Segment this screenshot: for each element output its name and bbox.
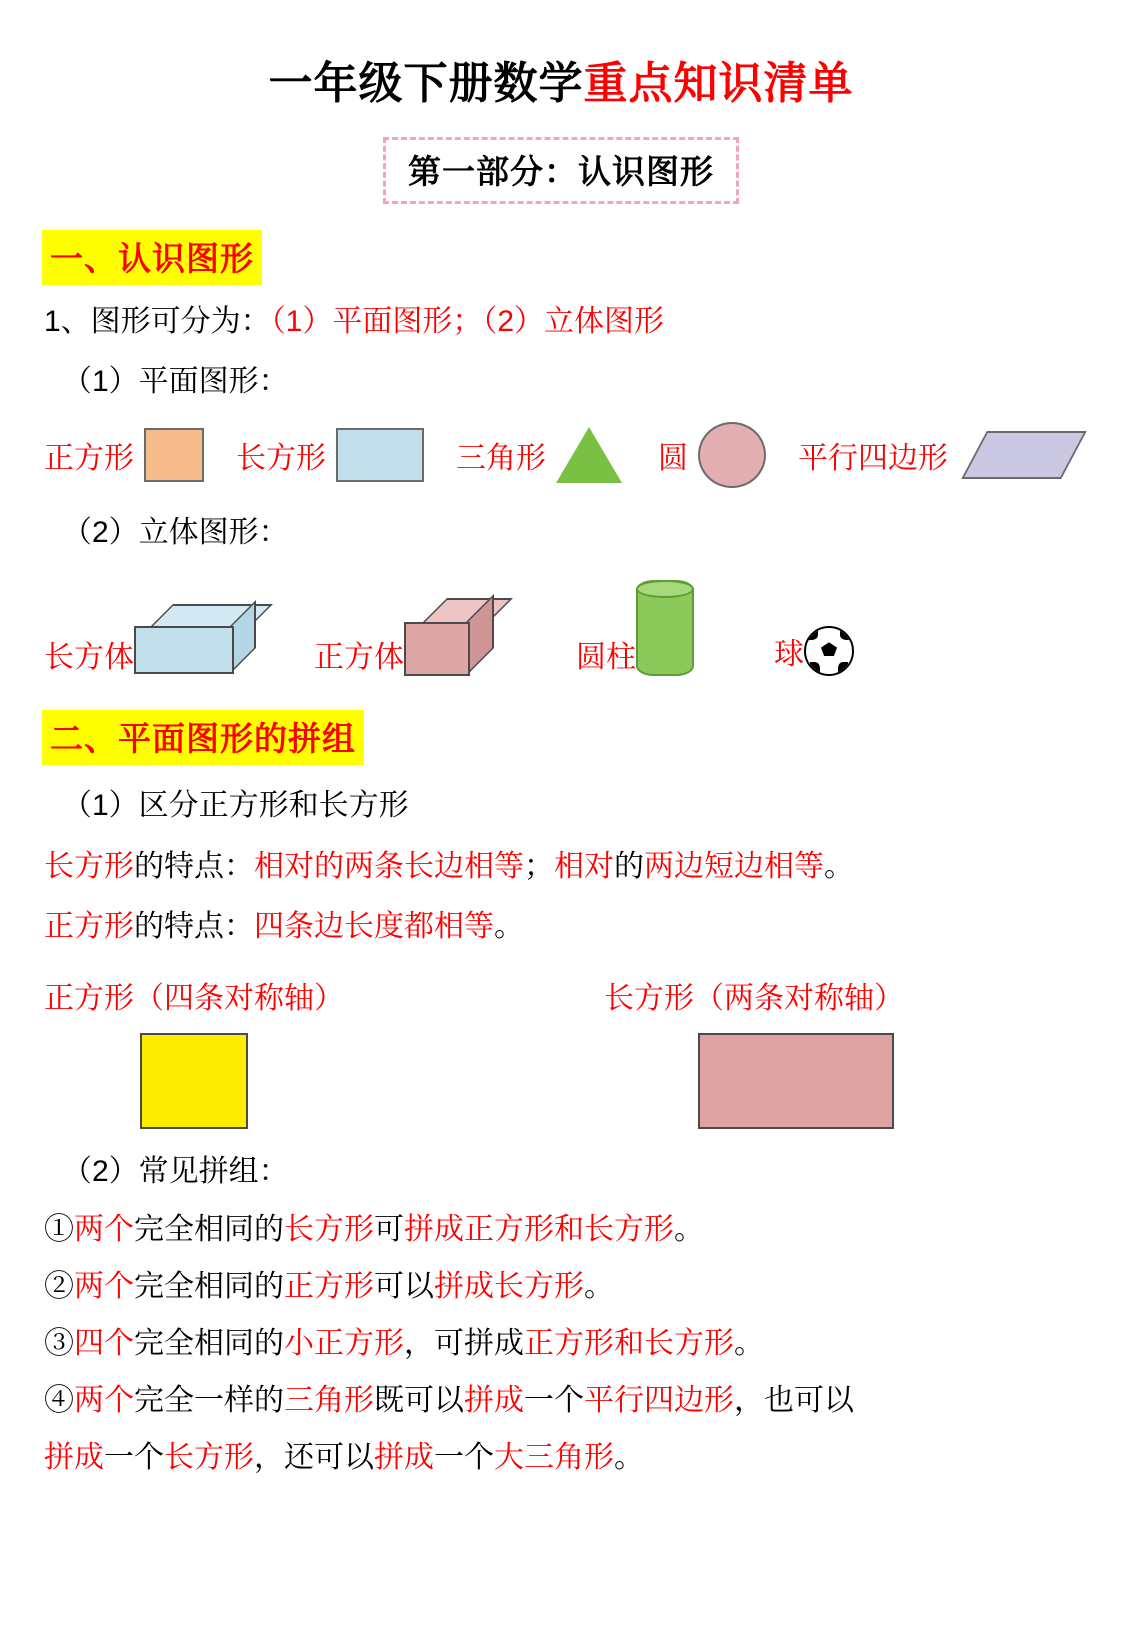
combination-item-text: ，还可以 [254, 1441, 374, 1475]
flat-shape-rectangle-label: 长方形 [236, 441, 326, 475]
combination-item-text: 大三角形 [494, 1441, 614, 1475]
combination-item-text: 完全相同的 [134, 1327, 284, 1361]
combination-item-text: 平行四边形 [584, 1384, 734, 1418]
combination-item [44, 1378, 1122, 1423]
flat-shape-parallelogram-label: 平行四边形 [798, 441, 948, 475]
symmetry-rectangle-label: 长方形（两条对称轴） [604, 981, 904, 1015]
page-title [0, 58, 1122, 111]
combination-item-text: 完全相同的 [134, 1270, 284, 1304]
combination-item-text: 长方形 [164, 1441, 254, 1475]
combination-item-number: ① [44, 1213, 74, 1247]
combination-item-text: 。 [614, 1441, 644, 1475]
rect-feature-p6: 的 [614, 849, 644, 883]
section1-sub2: （2）立体图形： [62, 515, 289, 549]
combination-item-text: ，也可以 [734, 1384, 854, 1418]
cylinder-shape [636, 580, 694, 676]
combination-item [44, 1264, 1122, 1309]
rect-feature-p2: 的特点： [134, 849, 254, 883]
square-feature-p2: 的特点： [134, 910, 254, 944]
combination-item-text: 小正方形 [284, 1327, 404, 1361]
solid-shape-cube-label: 正方体 [314, 641, 404, 675]
rect-feature-p1: 长方形 [44, 849, 134, 883]
rect-feature-p8: 。 [824, 849, 854, 883]
flat-shape-triangle [456, 427, 622, 483]
symmetry-square-label: 正方形（四条对称轴） [44, 981, 344, 1015]
combination-item-text: 三角形 [284, 1384, 374, 1418]
combination-item-text: 。 [674, 1213, 704, 1247]
combination-item [44, 1435, 1122, 1480]
square-feature-p3: 四条边长度都相等 [254, 910, 494, 944]
section2-sub1: （1）区分正方形和长方形 [62, 789, 409, 823]
page-title-red: 重点知识清单 [583, 59, 854, 108]
solid-shape-cuboid [44, 604, 254, 676]
solid-shape-cuboid-label: 长方体 [44, 641, 134, 675]
combination-item-text: 四个 [74, 1327, 134, 1361]
solid-shape-sphere-label: 球 [774, 638, 804, 672]
flat-shape-circle [658, 422, 766, 488]
symmetry-figures-row [140, 1033, 1122, 1129]
combination-item-text: 既可以 [374, 1384, 464, 1418]
square-feature-p1: 正方形 [44, 910, 134, 944]
combination-item-text: 拼成 [464, 1384, 524, 1418]
part-title: 第一部分：认识图形 [383, 137, 739, 204]
flat-shape-square-label: 正方形 [44, 441, 134, 475]
combination-item-text: 一个 [104, 1441, 164, 1475]
section2-sub2: （2）常见拼组： [62, 1154, 289, 1188]
combination-item-text: 拼成长方形 [434, 1270, 584, 1304]
flat-shape-rectangle [236, 428, 424, 482]
pink-rectangle-figure [698, 1033, 894, 1129]
section1-sub1: （1）平面图形： [62, 365, 289, 399]
rect-feature-p5: 相对 [554, 849, 614, 883]
section1-line1-black: 1、图形可分为： [44, 304, 271, 338]
combination-item-text: ，可拼成 [404, 1327, 524, 1361]
solid-shapes-row [44, 580, 1122, 676]
combination-item-text: 拼成 [374, 1441, 434, 1475]
combination-item-text: 正方形 [284, 1270, 374, 1304]
part-title-container [0, 137, 1122, 204]
combination-item-text: 拼成正方形和长方形 [404, 1213, 674, 1247]
combination-item-text: 。 [584, 1270, 614, 1304]
flat-shape-circle-label: 圆 [658, 441, 688, 475]
square-shape [144, 428, 204, 482]
section1-line1 [44, 299, 1122, 346]
combination-item-text: 两个 [74, 1384, 134, 1418]
page-title-black: 一年级下册数学 [268, 59, 584, 108]
circle-shape [698, 422, 766, 488]
combination-item-text: 可以 [374, 1270, 434, 1304]
combination-list [0, 1207, 1122, 1480]
combination-item-text: 一个 [434, 1441, 494, 1475]
square-feature-p4: 。 [494, 910, 524, 944]
combination-item-text: 长方形 [284, 1213, 374, 1247]
combination-item-text: 。 [734, 1327, 764, 1361]
combination-item-number: ③ [44, 1327, 74, 1361]
rect-feature-p7: 两边短边相等 [644, 849, 824, 883]
rect-feature-p3: 相对的两条长边相等 [254, 849, 524, 883]
combination-item-text: 拼成 [44, 1441, 104, 1475]
section1-line1-red: （1）平面图形；（2）立体图形 [270, 304, 665, 338]
sphere-ball-icon [804, 626, 854, 676]
combination-item-text: 一个 [524, 1384, 584, 1418]
solid-shape-sphere [774, 626, 854, 676]
combination-item-text: 完全一样的 [134, 1384, 284, 1418]
yellow-square-figure [140, 1033, 248, 1129]
cuboid-shape [134, 604, 254, 676]
solid-shape-cylinder-label: 圆柱 [576, 641, 636, 675]
combination-item-text: 可 [374, 1213, 404, 1247]
combination-item-number: ④ [44, 1384, 74, 1418]
combination-item-text: 正方形和长方形 [524, 1327, 734, 1361]
rectangle-feature-line [44, 844, 1122, 891]
combination-item [44, 1207, 1122, 1252]
combination-item-text: 两个 [74, 1213, 134, 1247]
flat-shapes-row [44, 422, 1122, 488]
triangle-shape [556, 427, 622, 483]
document-page [0, 58, 1122, 1645]
solid-shape-cube [314, 598, 496, 676]
combination-item [44, 1321, 1122, 1366]
parallelogram-shape [961, 431, 1087, 479]
square-feature-line [44, 904, 1122, 951]
rect-feature-p4: ； [524, 849, 554, 883]
combination-item-text: 完全相同的 [134, 1213, 284, 1247]
combination-item-text: 两个 [74, 1270, 134, 1304]
flat-shape-square [44, 428, 204, 482]
section-heading-2: 二、平面图形的拼组 [42, 710, 364, 765]
combination-item-number: ② [44, 1270, 74, 1304]
cube-shape [404, 598, 496, 676]
flat-shape-parallelogram [798, 431, 1086, 479]
rectangle-shape [336, 428, 424, 482]
flat-shape-triangle-label: 三角形 [456, 441, 546, 475]
symmetry-labels-row [44, 973, 1122, 1017]
section-heading-1: 一、认识图形 [42, 230, 262, 285]
solid-shape-cylinder [576, 580, 694, 676]
